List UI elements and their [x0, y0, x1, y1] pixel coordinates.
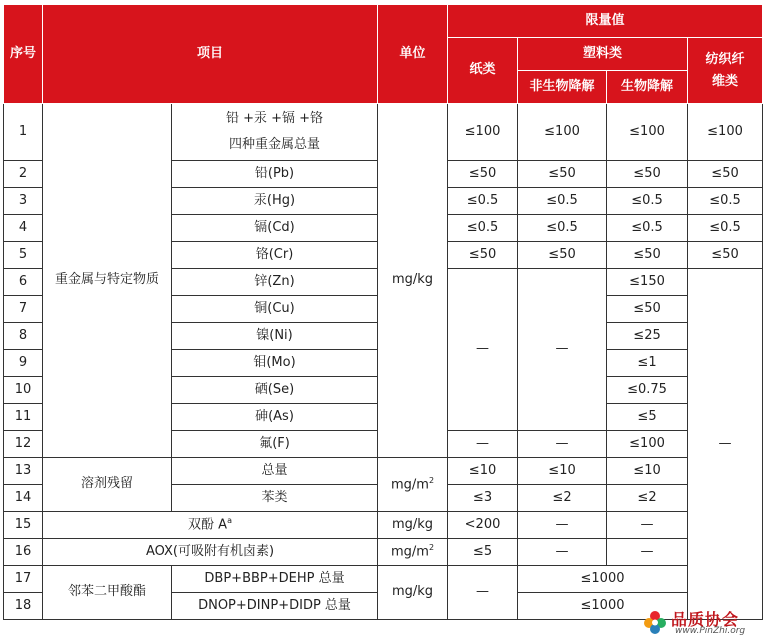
- unit-mgkg: mg/kg: [378, 512, 448, 539]
- row-item: 砷(As): [172, 404, 378, 431]
- row-no: 14: [4, 485, 43, 512]
- row-item: 镍(Ni): [172, 323, 378, 350]
- row-no: 10: [4, 377, 43, 404]
- cell-textile: ≤0.5: [688, 188, 763, 215]
- group-heavy-metal: 重金属与特定物质: [43, 104, 172, 458]
- header-unit: 单位: [378, 5, 448, 104]
- cell-textile-dash: —: [688, 269, 763, 620]
- group-solvent: 溶剂残留: [43, 458, 172, 512]
- cell-plastic: ≤1000: [518, 593, 688, 620]
- cell-bio: ≤100: [607, 431, 688, 458]
- row-item: 铅(Pb): [172, 161, 378, 188]
- flower-logo-icon: [641, 608, 669, 636]
- table-row: [4, 539, 763, 566]
- cell-bio: —: [607, 539, 688, 566]
- cell-bio: ≤50: [607, 161, 688, 188]
- limits-table: [3, 4, 763, 620]
- cell-textile: ≤50: [688, 161, 763, 188]
- header-item: 项目: [43, 5, 378, 104]
- table-row: [4, 512, 763, 539]
- cell-paper: ≤0.5: [448, 188, 518, 215]
- cell-nonbio: ≤50: [518, 161, 607, 188]
- cell-paper: ≤50: [448, 161, 518, 188]
- cell-paper: ≤10: [448, 458, 518, 485]
- logo-url: www.PinZhi.org: [675, 626, 746, 636]
- cell-bio: ≤1: [607, 350, 688, 377]
- header-plastic: 塑料类: [518, 38, 688, 71]
- cell-nonbio: ≤0.5: [518, 215, 607, 242]
- row-item: 汞(Hg): [172, 188, 378, 215]
- cell-bio: ≤50: [607, 296, 688, 323]
- row-item: 苯类: [172, 485, 378, 512]
- cell-nonbio: ≤100: [518, 104, 607, 161]
- row-no: 4: [4, 215, 43, 242]
- cell-paper: <200: [448, 512, 518, 539]
- cell-bio: —: [607, 512, 688, 539]
- cell-paper: ≤0.5: [448, 215, 518, 242]
- row-no: 7: [4, 296, 43, 323]
- row-no: 9: [4, 350, 43, 377]
- row-item: 总量: [172, 458, 378, 485]
- cell-nonbio: ≤50: [518, 242, 607, 269]
- cell-paper: ≤3: [448, 485, 518, 512]
- row-item: DBP+BBP+DEHP 总量: [172, 566, 378, 593]
- cell-nonbio-dash: —: [518, 269, 607, 431]
- row-no: 11: [4, 404, 43, 431]
- cell-nonbio: —: [518, 539, 607, 566]
- pinzhi-logo: [641, 606, 759, 638]
- row-no: 12: [4, 431, 43, 458]
- unit-mgkg: mg/kg: [378, 566, 448, 620]
- cell-paper: ≤5: [448, 539, 518, 566]
- header-paper: 纸类: [448, 38, 518, 104]
- cell-bio: ≤5: [607, 404, 688, 431]
- row-no: 17: [4, 566, 43, 593]
- header-limit: 限量值: [448, 5, 763, 38]
- row-item: 铬(Cr): [172, 242, 378, 269]
- row-item: 硒(Se): [172, 377, 378, 404]
- row-item: 铅 +汞 +镉 +铬 四种重金属总量: [172, 104, 378, 161]
- cell-paper-dash: —: [448, 269, 518, 431]
- cell-paper-dash: —: [448, 566, 518, 620]
- row-no: 5: [4, 242, 43, 269]
- cell-plastic: ≤1000: [518, 566, 688, 593]
- cell-nonbio: ≤10: [518, 458, 607, 485]
- cell-paper: ≤50: [448, 242, 518, 269]
- row-no: 8: [4, 323, 43, 350]
- header-seq: 序号: [4, 5, 43, 104]
- row-no: 13: [4, 458, 43, 485]
- cell-nonbio: ≤2: [518, 485, 607, 512]
- cell-nonbio: —: [518, 431, 607, 458]
- cell-bio: ≤0.5: [607, 215, 688, 242]
- row-item: 氟(F): [172, 431, 378, 458]
- group-phthalate: 邻苯二甲酸酯: [43, 566, 172, 620]
- cell-nonbio: ≤0.5: [518, 188, 607, 215]
- cell-textile: ≤0.5: [688, 215, 763, 242]
- cell-bio: ≤25: [607, 323, 688, 350]
- row-item: 锌(Zn): [172, 269, 378, 296]
- unit-mgkg: mg/kg: [378, 104, 448, 458]
- cell-bio: ≤150: [607, 269, 688, 296]
- row-item: DNOP+DINP+DIDP 总量: [172, 593, 378, 620]
- cell-paper: ≤100: [448, 104, 518, 161]
- row-no: 3: [4, 188, 43, 215]
- cell-bio: ≤0.75: [607, 377, 688, 404]
- header-nonbio: 非生物降解: [518, 71, 607, 104]
- row-item: 双酚 $A^a$: [43, 512, 378, 539]
- header-textile: 纺织纤维类: [688, 38, 763, 104]
- cell-bio: ≤2: [607, 485, 688, 512]
- cell-bio: ≤100: [607, 104, 688, 161]
- cell-paper: —: [448, 431, 518, 458]
- row-item: 钼(Mo): [172, 350, 378, 377]
- row-no: 2: [4, 161, 43, 188]
- row-item: AOX(可吸附有机卤素): [43, 539, 378, 566]
- table-row: [4, 566, 763, 593]
- unit-mgm2: $mg/m^2$: [378, 458, 448, 512]
- row-no: 6: [4, 269, 43, 296]
- row-item: 铜(Cu): [172, 296, 378, 323]
- cell-bio: ≤10: [607, 458, 688, 485]
- row-item: 镉(Cd): [172, 215, 378, 242]
- cell-textile: ≤100: [688, 104, 763, 161]
- cell-textile: ≤50: [688, 242, 763, 269]
- cell-nonbio: —: [518, 512, 607, 539]
- header-bio: 生物降解: [607, 71, 688, 104]
- cell-bio: ≤50: [607, 242, 688, 269]
- table-row: [4, 458, 763, 485]
- row-no: 16: [4, 539, 43, 566]
- row-no: 1: [4, 104, 43, 161]
- cell-bio: ≤0.5: [607, 188, 688, 215]
- table-row: [4, 104, 763, 161]
- row-no: 15: [4, 512, 43, 539]
- unit-mgm2: $mg/m^2$: [378, 539, 448, 566]
- logo-name: 品质协会: [671, 610, 740, 629]
- row-no: 18: [4, 593, 43, 620]
